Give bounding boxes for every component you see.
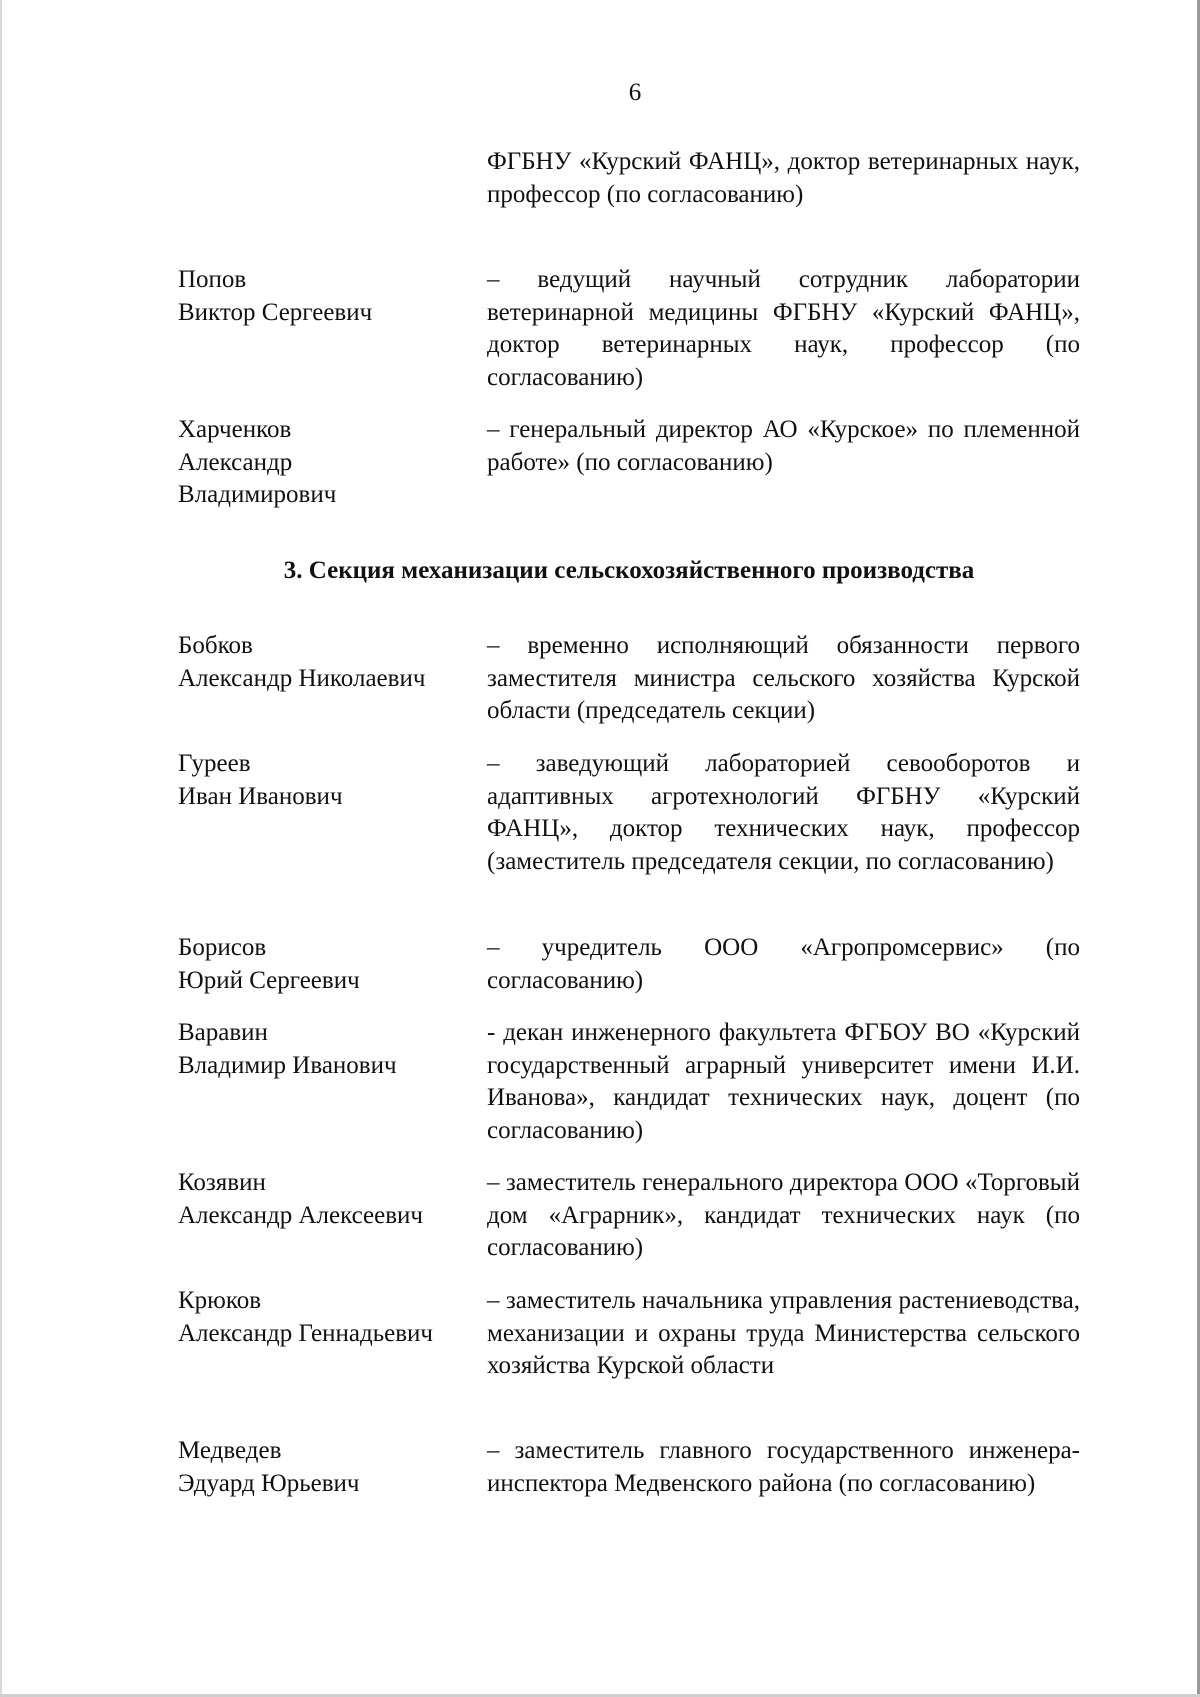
- member-given-names: Юрий Сергеевич: [178, 966, 360, 994]
- page-number: 6: [628, 79, 642, 106]
- member-description: – генеральный директор АО «Курское» по племенной работе» (по согласованию): [487, 416, 1080, 476]
- member-description: - декан инженерного факультета ФГБОУ ВО «Курский государственный аграрный университет имени И.И. Иванова», кандидат технических наук, доцент (по согласованию): [487, 1019, 1080, 1144]
- member-name: [178, 264, 478, 329]
- member-given-names: Александр Геннадьевич: [178, 1319, 433, 1347]
- member-name: [178, 1167, 478, 1232]
- member-name: [178, 414, 478, 512]
- scan-edge-left: [0, 0, 2, 1697]
- member-description: – заместитель начальника управления растениеводства, механизации и охраны труда Министерства сельского хозяйства Курской области: [487, 1287, 1080, 1379]
- member-surname: Крюков: [178, 1287, 262, 1314]
- member-description: – заведующий лабораторией севооборотов и адаптивных агротехнологий ФГБНУ «Курский ФАНЦ», доктор технических наук, профессор (заместитель председателя секции, по согласованию): [487, 750, 1080, 875]
- section-title: 3. Секция механизации сельскохозяйственного производства: [283, 557, 975, 584]
- member-surname: Медведев: [178, 1437, 282, 1464]
- member-surname: Бобков: [178, 632, 253, 659]
- member-name: [178, 630, 478, 695]
- member-given-names: Александр Николаевич: [178, 664, 426, 692]
- member-surname: Борисов: [178, 934, 267, 961]
- member-given-names: Иван Иванович: [178, 782, 343, 810]
- member-description: – заместитель главного государственного инженера-инспектора Медвенского района (по согласованию): [487, 1437, 1080, 1497]
- member-name: [178, 748, 478, 813]
- member-given-names: Эдуард Юрьевич: [178, 1469, 360, 1497]
- member-given-names: Владимир Иванович: [178, 1051, 397, 1079]
- member-surname: Варавин: [178, 1019, 268, 1046]
- member-description: – заместитель генерального директора ООО «Торговый дом «Аграрник», кандидат технических наук (по согласованию): [487, 1169, 1080, 1261]
- member-surname: Козявин: [178, 1169, 266, 1196]
- member-surname: Харченков: [178, 416, 292, 443]
- member-patronymic: Владимирович: [178, 481, 337, 508]
- member-description: ФГБНУ «Курский ФАНЦ», доктор ветеринарных наук, профессор (по согласованию): [487, 148, 1080, 208]
- member-surname: Попов: [178, 266, 247, 293]
- member-given-names: Виктор Сергеевич: [178, 298, 373, 326]
- member-description: – временно исполняющий обязанности первого заместителя министра сельского хозяйства Курской области (председатель секции): [487, 632, 1080, 724]
- member-description: – учредитель ООО «Агропромсервис» (по согласованию): [487, 934, 1080, 994]
- member-name: [178, 1017, 478, 1082]
- member-name: [178, 1435, 478, 1500]
- member-description: – ведущий научный сотрудник лаборатории ветеринарной медицины ФГБНУ «Курский ФАНЦ», доктор ветеринарных наук, профессор (по согласованию): [487, 266, 1080, 391]
- member-surname: Гуреев: [178, 750, 251, 777]
- member-name: [178, 932, 478, 997]
- member-given-names: Александр Алексеевич: [178, 1201, 423, 1229]
- member-given-name: Александр: [178, 448, 293, 476]
- member-name: [178, 1285, 478, 1350]
